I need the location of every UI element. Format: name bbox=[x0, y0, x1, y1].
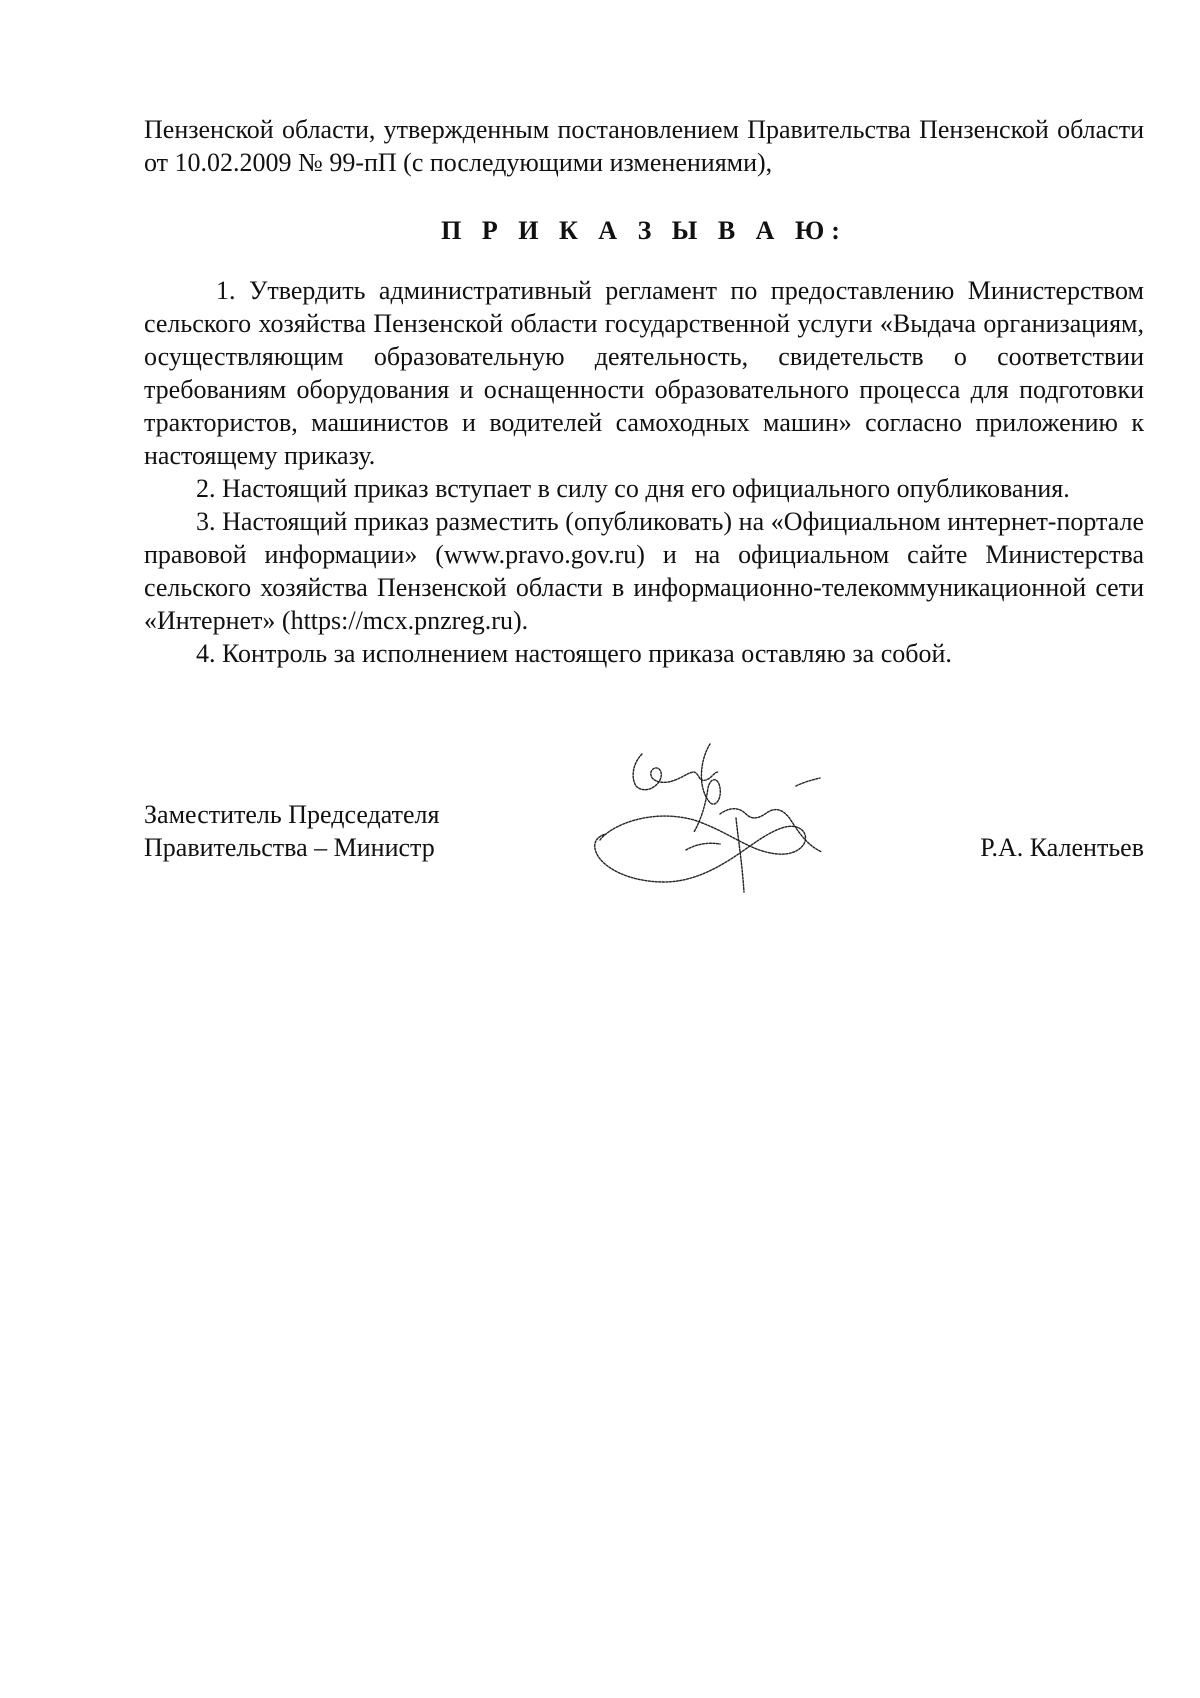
handwritten-signature bbox=[590, 742, 840, 907]
order-item: 1. Утвердить административный регламент по предоставлению Министерством сельского хозяйства Пензенской области государственной услуги «Выдача организациям, осуществляющим образовательную деятельность, свидетельств о соответствии требованиям оборудования и оснащенности образовательного процесса для подготовки трактористов, машинистов и водителей самоходных машин» согласно приложению к настоящему приказу. bbox=[144, 276, 1144, 470]
order-item: 2. Настоящий приказ вступает в силу со дня его официального опубликования. bbox=[196, 474, 1070, 503]
order-item: 4. Контроль за исполнением настоящего приказа оставляю за собой. bbox=[196, 639, 952, 668]
order-items-list bbox=[144, 274, 1144, 670]
signatory-name: Р.А. Калентьев bbox=[980, 833, 1144, 862]
order-item: 3. Настоящий приказ разместить (опубликовать) на «Официальном интернет-портале правовой информации» (www.pravo.gov.ru) и на официальном сайте Министерства сельского хозяйства Пензенской области в информационно-телекоммуникационной сети «Интернет» (https://mcx.pnzreg.ru). bbox=[144, 507, 1144, 635]
signatory-position-line: Правительства – Министр bbox=[144, 833, 435, 862]
order-heading: П Р И К А З Ы В А Ю: bbox=[441, 216, 847, 245]
signatory-position bbox=[144, 798, 439, 864]
signatory-position-line: Заместитель Председателя bbox=[144, 800, 440, 829]
intro-paragraph: Пензенской области, утвержденным постановлением Правительства Пензенской области от 10.02.2009 № 99-пП (с последующими изменениями), bbox=[144, 115, 1144, 177]
